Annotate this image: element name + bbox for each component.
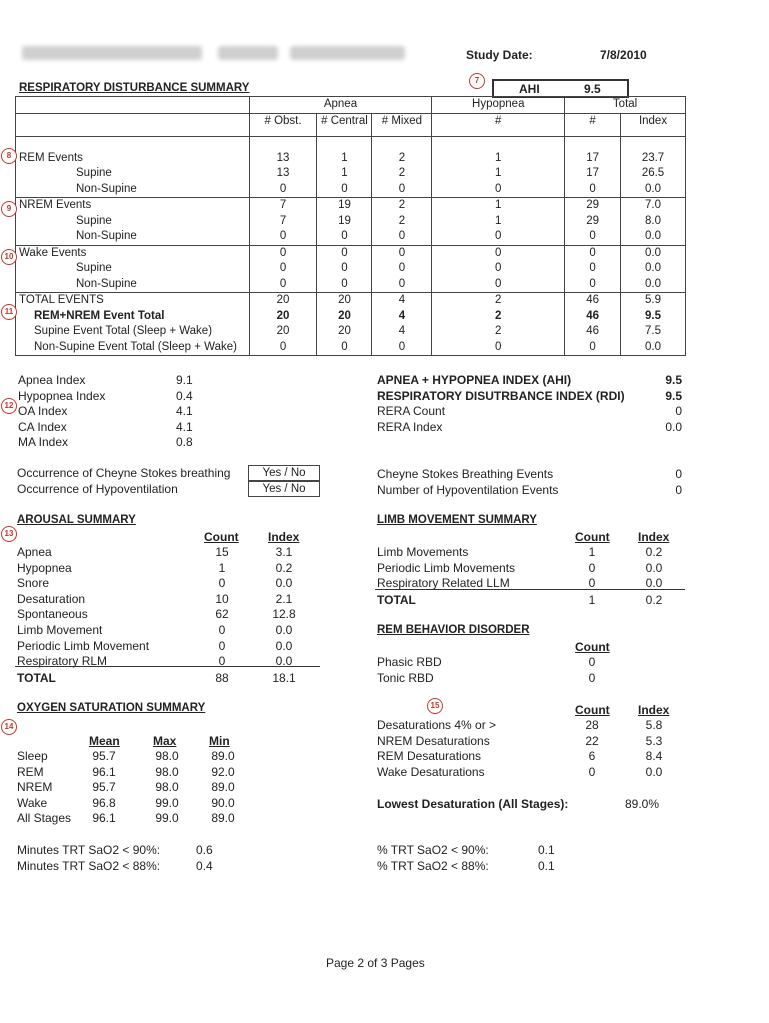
resp-cell: 19 [317,214,372,230]
resp-cell: 0 [372,277,432,293]
resp-cell: 19 [317,198,372,214]
limb-label: Periodic Limb Movements [377,560,516,575]
study-date-label: Study Date: [466,48,533,62]
resp-row-label: REM Events [16,151,250,167]
col-obst: # Obst. [249,113,317,136]
limb-index-header: Index [638,530,670,544]
pct-label: % TRT SaO2 < 90%: [377,843,489,857]
arousal-title: AROUSAL SUMMARY [17,514,136,526]
resp-cell: 0 [249,261,317,277]
resp-cell: 7.5 [621,324,686,340]
occurrence-value: 0 [675,467,682,481]
arousal-count: 1 [218,560,226,575]
resp-cell: 0 [372,261,432,277]
desat-count: 22 [585,733,599,748]
resp-cell: 2 [432,293,565,309]
resp-cell: 8.0 [621,214,686,230]
lowest-desat-value: 89.0% [625,797,660,811]
desat-index: 8.4 [645,749,663,764]
marker-10: 10 [1,249,17,265]
yes-no-box: Yes / No [248,465,320,481]
resp-cell: 0 [565,245,621,261]
study-date-value: 7/8/2010 [600,48,647,62]
oxygen-minutes-value: 0.4 [196,859,213,873]
redacted-field [218,46,278,60]
resp-cell: 0 [565,277,621,293]
limb-index: 0.2 [645,545,663,559]
occurrence-label: Occurrence of Hypoventilation [17,482,178,496]
resp-cell: 0.0 [621,340,686,356]
arousal-index: 0.0 [275,638,293,653]
resp-row-label: Non-Supine Event Total (Sleep + Wake) [16,340,250,356]
resp-cell: 20 [249,309,317,325]
resp-cell: 0 [432,245,565,261]
redacted-field-2 [290,46,405,60]
arousal-label: Spontaneous [17,607,88,622]
resp-cell: 0 [317,261,372,277]
resp-cell: 0 [565,261,621,277]
marker-12: 12 [1,398,17,414]
marker-8: 8 [1,148,17,164]
oxygen-value: 96.1 [92,764,116,779]
resp-row-label: Supine [16,166,250,182]
index-label: MA Index [18,435,69,449]
resp-cell: 2 [432,324,565,340]
limb-count: 1 [588,545,596,559]
pct-value: 0.1 [538,859,555,873]
resp-row-label: NREM Events [16,198,250,214]
arousal-label: Desaturation [17,591,86,606]
limb-label: Respiratory Related LLM [377,576,510,591]
resp-cell: 0.0 [621,277,686,293]
resp-cell: 0.0 [621,261,686,277]
desat-label: REM Desaturations [377,749,482,764]
oxygen-value: 92.0 [211,764,235,779]
rbd-title: REM BEHAVIOR DISORDER [377,624,530,636]
limb-index: 0.0 [645,560,663,575]
arousal-index: 12.8 [272,607,296,622]
index-value: 9.5 [665,388,682,403]
resp-row-label: Supine Event Total (Sleep + Wake) [16,324,250,340]
resp-cell: 0.0 [621,182,686,198]
oxygen-value: 96.1 [92,811,116,826]
index-value: 0.4 [176,388,193,403]
resp-cell: 29 [565,198,621,214]
index-value: 0.0 [665,419,682,434]
resp-cell: 0 [432,340,565,356]
lowest-desat-label: Lowest Desaturation (All Stages): [377,797,569,811]
desat-count: 0 [588,764,596,779]
resp-cell: 0 [317,340,372,356]
arousal-total-count: 88 [215,671,229,685]
marker-9: 9 [1,201,17,217]
resp-cell: 29 [565,214,621,230]
marker-15: 15 [427,698,443,714]
desat-index: 0.0 [645,764,663,779]
desat-label: NREM Desaturations [377,733,490,748]
arousal-index: 0.0 [275,576,293,591]
index-label: RERA Index [377,419,443,434]
resp-cell: 20 [249,324,317,340]
oxygen-row-label: All Stages [17,811,72,826]
index-value: 4.1 [176,404,193,418]
marker-7: 7 [469,73,485,89]
resp-cell: 0 [565,229,621,245]
resp-cell: 0.0 [621,229,686,245]
oxygen-mean-header: Mean [89,734,120,748]
resp-row-label: Non-Supine [16,229,250,245]
page-footer: Page 2 of 3 Pages [326,956,425,970]
ahi-box-value: 9.5 [584,82,601,96]
oxygen-value: 95.7 [92,749,116,763]
resp-cell: 0 [372,182,432,198]
col-hyp: # [432,113,565,136]
resp-cell: 0 [432,229,565,245]
oxygen-row-label: Sleep [17,749,48,763]
resp-cell: 1 [432,198,565,214]
limb-index: 0.0 [645,576,663,591]
resp-cell: 4 [372,324,432,340]
resp-cell: 0 [317,182,372,198]
index-label: OA Index [18,404,68,418]
resp-cell: 20 [317,293,372,309]
oxygen-value: 89.0 [211,811,235,826]
resp-cell: 0 [249,340,317,356]
resp-cell: 4 [372,309,432,325]
index-label: CA Index [18,419,67,434]
oxygen-row-label: NREM [17,780,53,795]
limb-count: 0 [588,560,596,575]
arousal-count: 15 [215,545,229,559]
oxygen-title: OXYGEN SATURATION SUMMARY [17,702,206,714]
arousal-index: 0.0 [275,623,293,637]
arousal-count: 62 [215,607,229,622]
limb-label: Limb Movements [377,545,469,559]
arousal-divider [15,666,320,667]
resp-row [16,309,686,325]
resp-cell: 5.9 [621,293,686,309]
oxygen-row-label: Wake [17,795,48,810]
resp-disturbance-table [15,96,686,356]
index-value: 0 [675,404,682,418]
oxygen-value: 90.0 [211,795,235,810]
resp-row-label: Non-Supine [16,182,250,198]
oxygen-value: 96.8 [92,795,116,810]
limb-total-index: 0.2 [645,593,663,607]
arousal-count: 0 [218,654,226,669]
oxygen-value: 95.7 [92,780,116,795]
resp-cell: 1 [317,151,372,167]
ahi-box-label: AHI [519,82,540,96]
resp-row-label: Supine [16,261,250,277]
resp-row-label: Wake Events [16,245,250,261]
resp-cell: 0 [565,182,621,198]
oxygen-minutes-value: 0.6 [196,843,213,857]
resp-row-label: Supine [16,214,250,230]
desat-count: 6 [588,749,596,764]
occurrence-label: Number of Hypoventilation Events [377,483,559,497]
index-label: RERA Count [377,404,446,418]
desat-label: Wake Desaturations [377,764,485,779]
resp-cell: 0 [249,277,317,293]
resp-cell: 9.5 [621,309,686,325]
limb-title: LIMB MOVEMENT SUMMARY [377,514,537,526]
arousal-label: Snore [17,576,50,591]
resp-cell: 1 [317,166,372,182]
resp-cell: 13 [249,151,317,167]
resp-cell: 20 [249,293,317,309]
resp-row [16,229,686,245]
resp-cell: 0.0 [621,245,686,261]
col-index: Index [621,113,686,136]
rbd-count-header: Count [575,640,610,654]
resp-cell: 0 [372,229,432,245]
oxygen-minutes-label: Minutes TRT SaO2 < 88%: [17,859,161,873]
resp-row [16,293,686,309]
arousal-label: Hypopnea [17,560,72,575]
yes-no-box: Yes / No [248,481,320,497]
resp-cell: 0 [317,245,372,261]
oxygen-value: 98.0 [155,764,179,779]
desat-count-header: Count [575,703,610,717]
index-value: 0.8 [176,435,193,449]
index-label: APNEA + HYPOPNEA INDEX (AHI) [377,373,572,387]
index-value: 9.1 [176,373,193,387]
redacted-patient-name [22,46,202,60]
arousal-count: 10 [215,591,229,606]
resp-row [16,166,686,182]
marker-14: 14 [1,719,17,735]
rbd-label: Phasic RBD [377,655,442,669]
total-group-header: Total [565,97,686,114]
limb-divider [375,589,685,590]
arousal-index: 0.0 [275,654,293,669]
arousal-label: Apnea [17,545,52,559]
arousal-index: 3.1 [275,545,293,559]
resp-cell: 46 [565,324,621,340]
resp-cell: 20 [317,324,372,340]
col-total-num: # [565,113,621,136]
resp-cell: 2 [372,166,432,182]
arousal-count: 0 [218,576,226,591]
resp-cell: 0 [249,245,317,261]
limb-total-label: TOTAL [377,593,416,607]
oxygen-row-label: REM [17,764,44,779]
resp-cell: 1 [432,151,565,167]
resp-row [16,214,686,230]
index-label: RESPIRATORY DISUTRBANCE INDEX (RDI) [377,388,625,403]
resp-cell: 0 [249,182,317,198]
rbd-count: 0 [588,670,596,685]
resp-cell: 0 [317,229,372,245]
resp-row [16,261,686,277]
desat-count: 28 [585,718,599,732]
resp-cell: 17 [565,151,621,167]
resp-row [16,340,686,356]
oxygen-value: 98.0 [155,749,179,763]
resp-row [16,324,686,340]
arousal-index: 0.2 [275,560,293,575]
index-label: Hypopnea Index [18,388,106,403]
limb-count: 0 [588,576,596,591]
index-value: 9.5 [665,373,682,387]
resp-cell: 2 [432,309,565,325]
apnea-group-header: Apnea [249,97,432,114]
marker-13: 13 [1,526,17,542]
desat-index-header: Index [638,703,670,717]
resp-cell: 46 [565,309,621,325]
resp-cell: 0 [565,340,621,356]
resp-cell: 0 [432,261,565,277]
resp-cell: 4 [372,293,432,309]
occurrence-label: Occurrence of Cheyne Stokes breathing [17,466,231,480]
resp-cell: 1 [432,166,565,182]
hypopnea-group-header: Hypopnea [432,97,565,114]
oxygen-value: 98.0 [155,780,179,795]
index-value: 4.1 [176,419,193,434]
oxygen-value: 99.0 [155,795,179,810]
resp-row [16,151,686,167]
resp-cell: 0 [249,229,317,245]
oxygen-value: 89.0 [211,749,235,763]
oxygen-value: 89.0 [211,780,235,795]
resp-row-label: REM+NREM Event Total [16,309,250,325]
marker-11: 11 [1,304,17,320]
resp-cell: 7 [249,198,317,214]
arousal-count: 0 [218,638,226,653]
rbd-count: 0 [588,655,596,669]
occurrence-value: 0 [675,483,682,497]
arousal-total-index: 18.1 [272,671,296,685]
arousal-label: Respiratory RLM [17,654,108,669]
resp-cell: 2 [372,214,432,230]
index-label: Apnea Index [18,373,86,387]
pct-label: % TRT SaO2 < 88%: [377,859,489,873]
oxygen-minutes-label: Minutes TRT SaO2 < 90%: [17,843,161,857]
arousal-index-header: Index [268,530,300,544]
resp-cell: 0 [372,340,432,356]
arousal-count: 0 [218,623,226,637]
arousal-label: Periodic Limb Movement [17,638,150,653]
resp-row [16,182,686,198]
resp-cell: 7 [249,214,317,230]
oxygen-value: 99.0 [155,811,179,826]
desat-label: Desaturations 4% or > [377,718,497,732]
arousal-label: Limb Movement [17,623,103,637]
resp-cell: 2 [372,151,432,167]
rbd-label: Tonic RBD [377,670,434,685]
col-central: # Central [317,113,372,136]
resp-cell: 1 [432,214,565,230]
resp-cell: 0 [432,182,565,198]
resp-row [16,277,686,293]
resp-cell: 13 [249,166,317,182]
resp-cell: 46 [565,293,621,309]
col-mixed: # Mixed [372,113,432,136]
arousal-total-label: TOTAL [17,671,56,685]
resp-cell: 7.0 [621,198,686,214]
resp-row-label: Non-Supine [16,277,250,293]
limb-count-header: Count [575,530,610,544]
resp-cell: 0 [372,245,432,261]
desat-index: 5.8 [645,718,663,732]
resp-cell: 0 [317,277,372,293]
resp-cell: 17 [565,166,621,182]
oxygen-max-header: Max [153,734,177,748]
resp-cell: 20 [317,309,372,325]
resp-row-label: TOTAL EVENTS [16,293,250,309]
resp-cell: 0 [432,277,565,293]
resp-row [16,198,686,214]
limb-total-count: 1 [588,593,596,607]
arousal-index: 2.1 [275,591,293,606]
arousal-count-header: Count [204,530,239,544]
pct-value: 0.1 [538,843,555,857]
occurrence-label: Cheyne Stokes Breathing Events [377,467,554,481]
desat-index: 5.3 [645,733,663,748]
resp-cell: 26.5 [621,166,686,182]
resp-summary-title: RESPIRATORY DISTURBANCE SUMMARY [19,82,250,94]
resp-cell: 23.7 [621,151,686,167]
oxygen-min-header: Min [209,734,230,748]
resp-row [16,245,686,261]
resp-cell: 2 [372,198,432,214]
